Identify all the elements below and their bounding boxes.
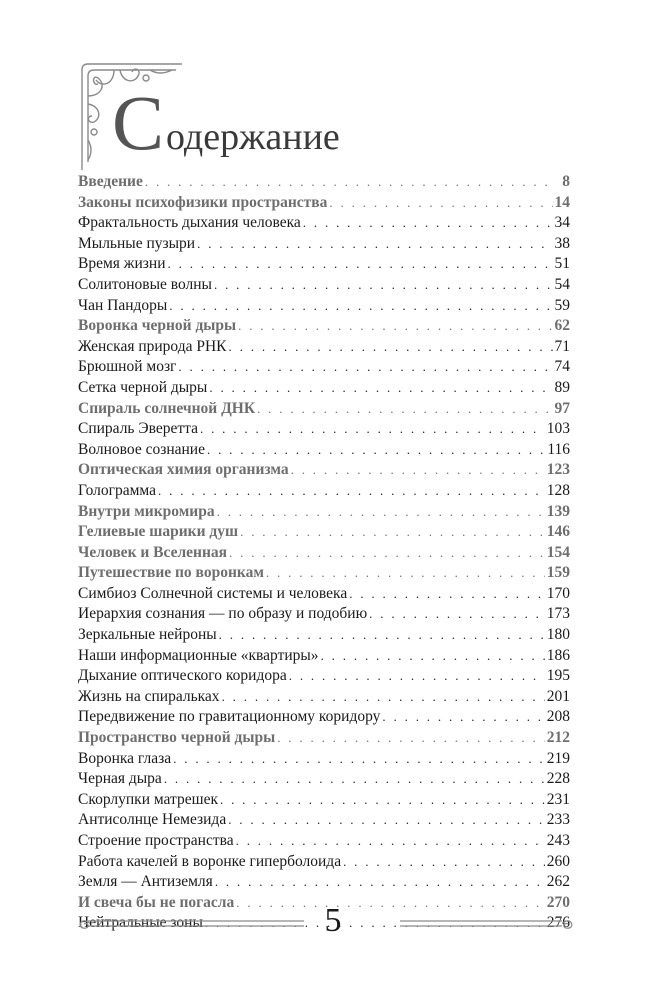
toc-entry (78, 440, 570, 461)
toc-entry (78, 337, 570, 358)
toc-entry-page: 59 (554, 296, 570, 314)
toc-section-entry (78, 316, 570, 337)
toc-entry-page: 74 (554, 358, 570, 376)
toc-leader-dots (215, 872, 545, 893)
toc-entry-page: 219 (546, 749, 570, 767)
toc-entry-title: Скорлупки матрешек (78, 790, 218, 808)
toc-leader-dots (238, 316, 552, 337)
toc-leader-dots (145, 172, 554, 193)
toc-entry-page: 54 (554, 275, 570, 293)
toc-section-entry (78, 172, 570, 193)
toc-entry (78, 234, 570, 255)
toc-entry-page: 123 (546, 461, 570, 479)
toc-entry-title: Время жизни (78, 255, 166, 273)
toc-leader-dots (369, 604, 545, 625)
toc-entry-title: Симбиоз Солнечной системы и человека (78, 584, 348, 602)
toc-entry-page: 233 (546, 811, 570, 829)
toc-entry-page: 195 (546, 667, 570, 685)
toc-entry-title: Передвижение по гравитационному коридору (78, 708, 381, 726)
toc-leader-dots (214, 275, 553, 296)
toc-entry (78, 707, 570, 728)
toc-entry-title: Нейтральные зоны (78, 914, 203, 932)
toc-entry (78, 749, 570, 770)
toc-leader-dots (173, 749, 545, 770)
toc-entry-page: 173 (546, 605, 570, 623)
toc-entry (78, 810, 570, 831)
toc-leader-dots (291, 460, 545, 481)
toc-entry (78, 213, 570, 234)
toc-entry-title: Мыльные пузыри (78, 234, 196, 252)
toc-leader-dots (229, 543, 545, 564)
toc-entry-title: Наши информационные «квартиры» (78, 646, 319, 664)
toc-entry (78, 275, 570, 296)
toc-entry-title: Работа качелей в воронке гиперболоида (78, 852, 342, 870)
toc-leader-dots (217, 502, 545, 523)
toc-entry-page: 89 (554, 378, 570, 396)
toc-leader-dots (382, 707, 544, 728)
toc-section-entry (78, 563, 570, 584)
toc-section-entry (78, 502, 570, 523)
toc-entry-title: Воронка черной дыры (78, 317, 237, 335)
toc-entry-title: Оптическая химия организма (78, 461, 289, 479)
toc-entry-title: Законы психофизики пространства (78, 193, 328, 211)
toc-leader-dots (229, 337, 553, 358)
toc-entry (78, 357, 570, 378)
toc-entry-title: Введение (78, 173, 143, 190)
toc-entry (78, 584, 570, 605)
toc-entry-title: Брюшной мозг (78, 358, 177, 376)
toc-entry-page: 128 (546, 481, 570, 499)
toc-entry (78, 625, 570, 646)
page-title (112, 79, 340, 166)
toc-entry (78, 378, 570, 399)
toc-leader-dots (209, 378, 552, 399)
toc-leader-dots (321, 646, 545, 667)
toc-entry-page: 116 (547, 440, 570, 458)
toc-entry-page: 62 (554, 317, 570, 335)
toc-entry-page: 34 (554, 214, 570, 232)
toc-leader-dots (222, 687, 545, 708)
toc-entry (78, 296, 570, 317)
toc-leader-dots (329, 193, 552, 214)
toc-leader-dots (158, 481, 545, 502)
toc-entry (78, 646, 570, 667)
toc-entry-title: Чан Пандоры (78, 296, 168, 314)
toc-entry-page: 139 (546, 502, 570, 520)
toc-entry-title: Внутри микромира (78, 502, 215, 520)
toc-leader-dots (349, 584, 545, 605)
toc-entry-page: 260 (546, 852, 570, 870)
toc-entry-page: 262 (546, 873, 570, 891)
toc-entry-title: Иерархия сознания — по образу и подобию (78, 605, 368, 623)
toc-entry (78, 831, 570, 852)
toc-entry (78, 852, 570, 873)
toc-entry-title: Жизнь на спиральках (78, 687, 220, 705)
toc-entry-page: 38 (554, 234, 570, 252)
toc-leader-dots (236, 831, 545, 852)
toc-leader-dots (207, 440, 545, 461)
page-footer (0, 900, 666, 950)
toc-entry (78, 872, 570, 893)
toc-section-entry (78, 522, 570, 543)
toc-leader-dots (266, 563, 545, 584)
table-of-contents (78, 172, 570, 934)
toc-entry-title: Зеркальные нейроны (78, 626, 217, 644)
toc-entry (78, 481, 570, 502)
toc-leader-dots (303, 213, 553, 234)
toc-entry-page: 159 (546, 564, 570, 582)
toc-leader-dots (200, 419, 545, 440)
toc-entry-title: Черная дыра (78, 770, 162, 788)
toc-leader-dots (178, 357, 552, 378)
toc-entry-page: 170 (546, 584, 570, 602)
toc-entry-title: Гелиевые шарики душ (78, 523, 239, 541)
toc-entry-page: 103 (546, 420, 570, 438)
toc-entry-title: Волновое сознание (78, 440, 205, 458)
toc-entry-title: Дыхание оптического коридора (78, 667, 287, 685)
toc-entry-page: 186 (546, 646, 570, 664)
toc-leader-dots (220, 790, 545, 811)
toc-entry-title: Путешествие по воронкам (78, 564, 264, 582)
toc-section-entry (78, 399, 570, 420)
toc-entry-title: Спираль солнечной ДНК (78, 399, 256, 417)
toc-entry (78, 687, 570, 708)
toc-entry-title: Строение пространства (78, 832, 234, 849)
toc-leader-dots (289, 666, 545, 687)
toc-entry-page: 146 (546, 523, 570, 541)
toc-entry-title: Антисолнце Немезида (78, 811, 227, 829)
title-drop-capital: С (112, 79, 165, 166)
toc-entry-title: Фрактальность дыхания человека (78, 214, 301, 232)
page-number: 5 (324, 902, 342, 939)
toc-entry-page: 14 (554, 193, 570, 211)
toc-entry-title: И свеча бы не погасла (78, 893, 235, 911)
toc-entry-page: 154 (546, 543, 570, 561)
toc-section-entry (78, 728, 570, 749)
toc-entry-title: Земля — Антиземля (78, 873, 213, 891)
toc-entry-page: 276 (546, 914, 570, 932)
toc-leader-dots (197, 234, 552, 255)
toc-entry-page: 71 (554, 337, 570, 355)
toc-leader-dots (164, 769, 545, 790)
toc-entry-title: Пространство черной дыры (78, 729, 276, 747)
toc-entry (78, 254, 570, 275)
title-rest: одержание (166, 116, 340, 158)
toc-entry-title: Голограмма (78, 481, 157, 499)
toc-entry-page: 97 (554, 399, 570, 417)
toc-entry-page: 243 (546, 832, 570, 849)
toc-entry-page: 228 (546, 770, 570, 788)
toc-entry (78, 666, 570, 687)
toc-entry-page: 8 (562, 173, 570, 190)
toc-leader-dots (169, 296, 552, 317)
toc-section-entry (78, 460, 570, 481)
toc-entry-page: 208 (546, 708, 570, 726)
toc-entry-page: 201 (546, 687, 570, 705)
toc-section-entry (78, 193, 570, 214)
toc-entry-page: 212 (546, 729, 570, 747)
toc-leader-dots (343, 852, 545, 873)
toc-entry-title: Спираль Эверетта (78, 420, 198, 438)
toc-section-entry (78, 543, 570, 564)
toc-entry (78, 790, 570, 811)
toc-entry (78, 769, 570, 790)
toc-entry-title: Воронка глаза (78, 749, 172, 767)
toc-leader-dots (277, 728, 545, 749)
toc-entry-page: 180 (546, 626, 570, 644)
toc-leader-dots (168, 254, 553, 275)
toc-leader-dots (257, 399, 552, 420)
toc-entry-page: 270 (546, 893, 570, 911)
toc-leader-dots (240, 522, 545, 543)
toc-entry-title: Сетка черной дыры (78, 378, 208, 396)
toc-entry-title: Солитоновые волны (78, 275, 212, 293)
toc-entry-page: 231 (546, 790, 570, 808)
toc-entry (78, 604, 570, 625)
toc-entry (78, 419, 570, 440)
toc-leader-dots (228, 810, 545, 831)
toc-entry-title: Человек и Вселенная (78, 543, 228, 561)
toc-entry-page: 51 (554, 255, 570, 273)
toc-entry-title: Женская природа РНК (78, 337, 227, 355)
toc-leader-dots (219, 625, 545, 646)
